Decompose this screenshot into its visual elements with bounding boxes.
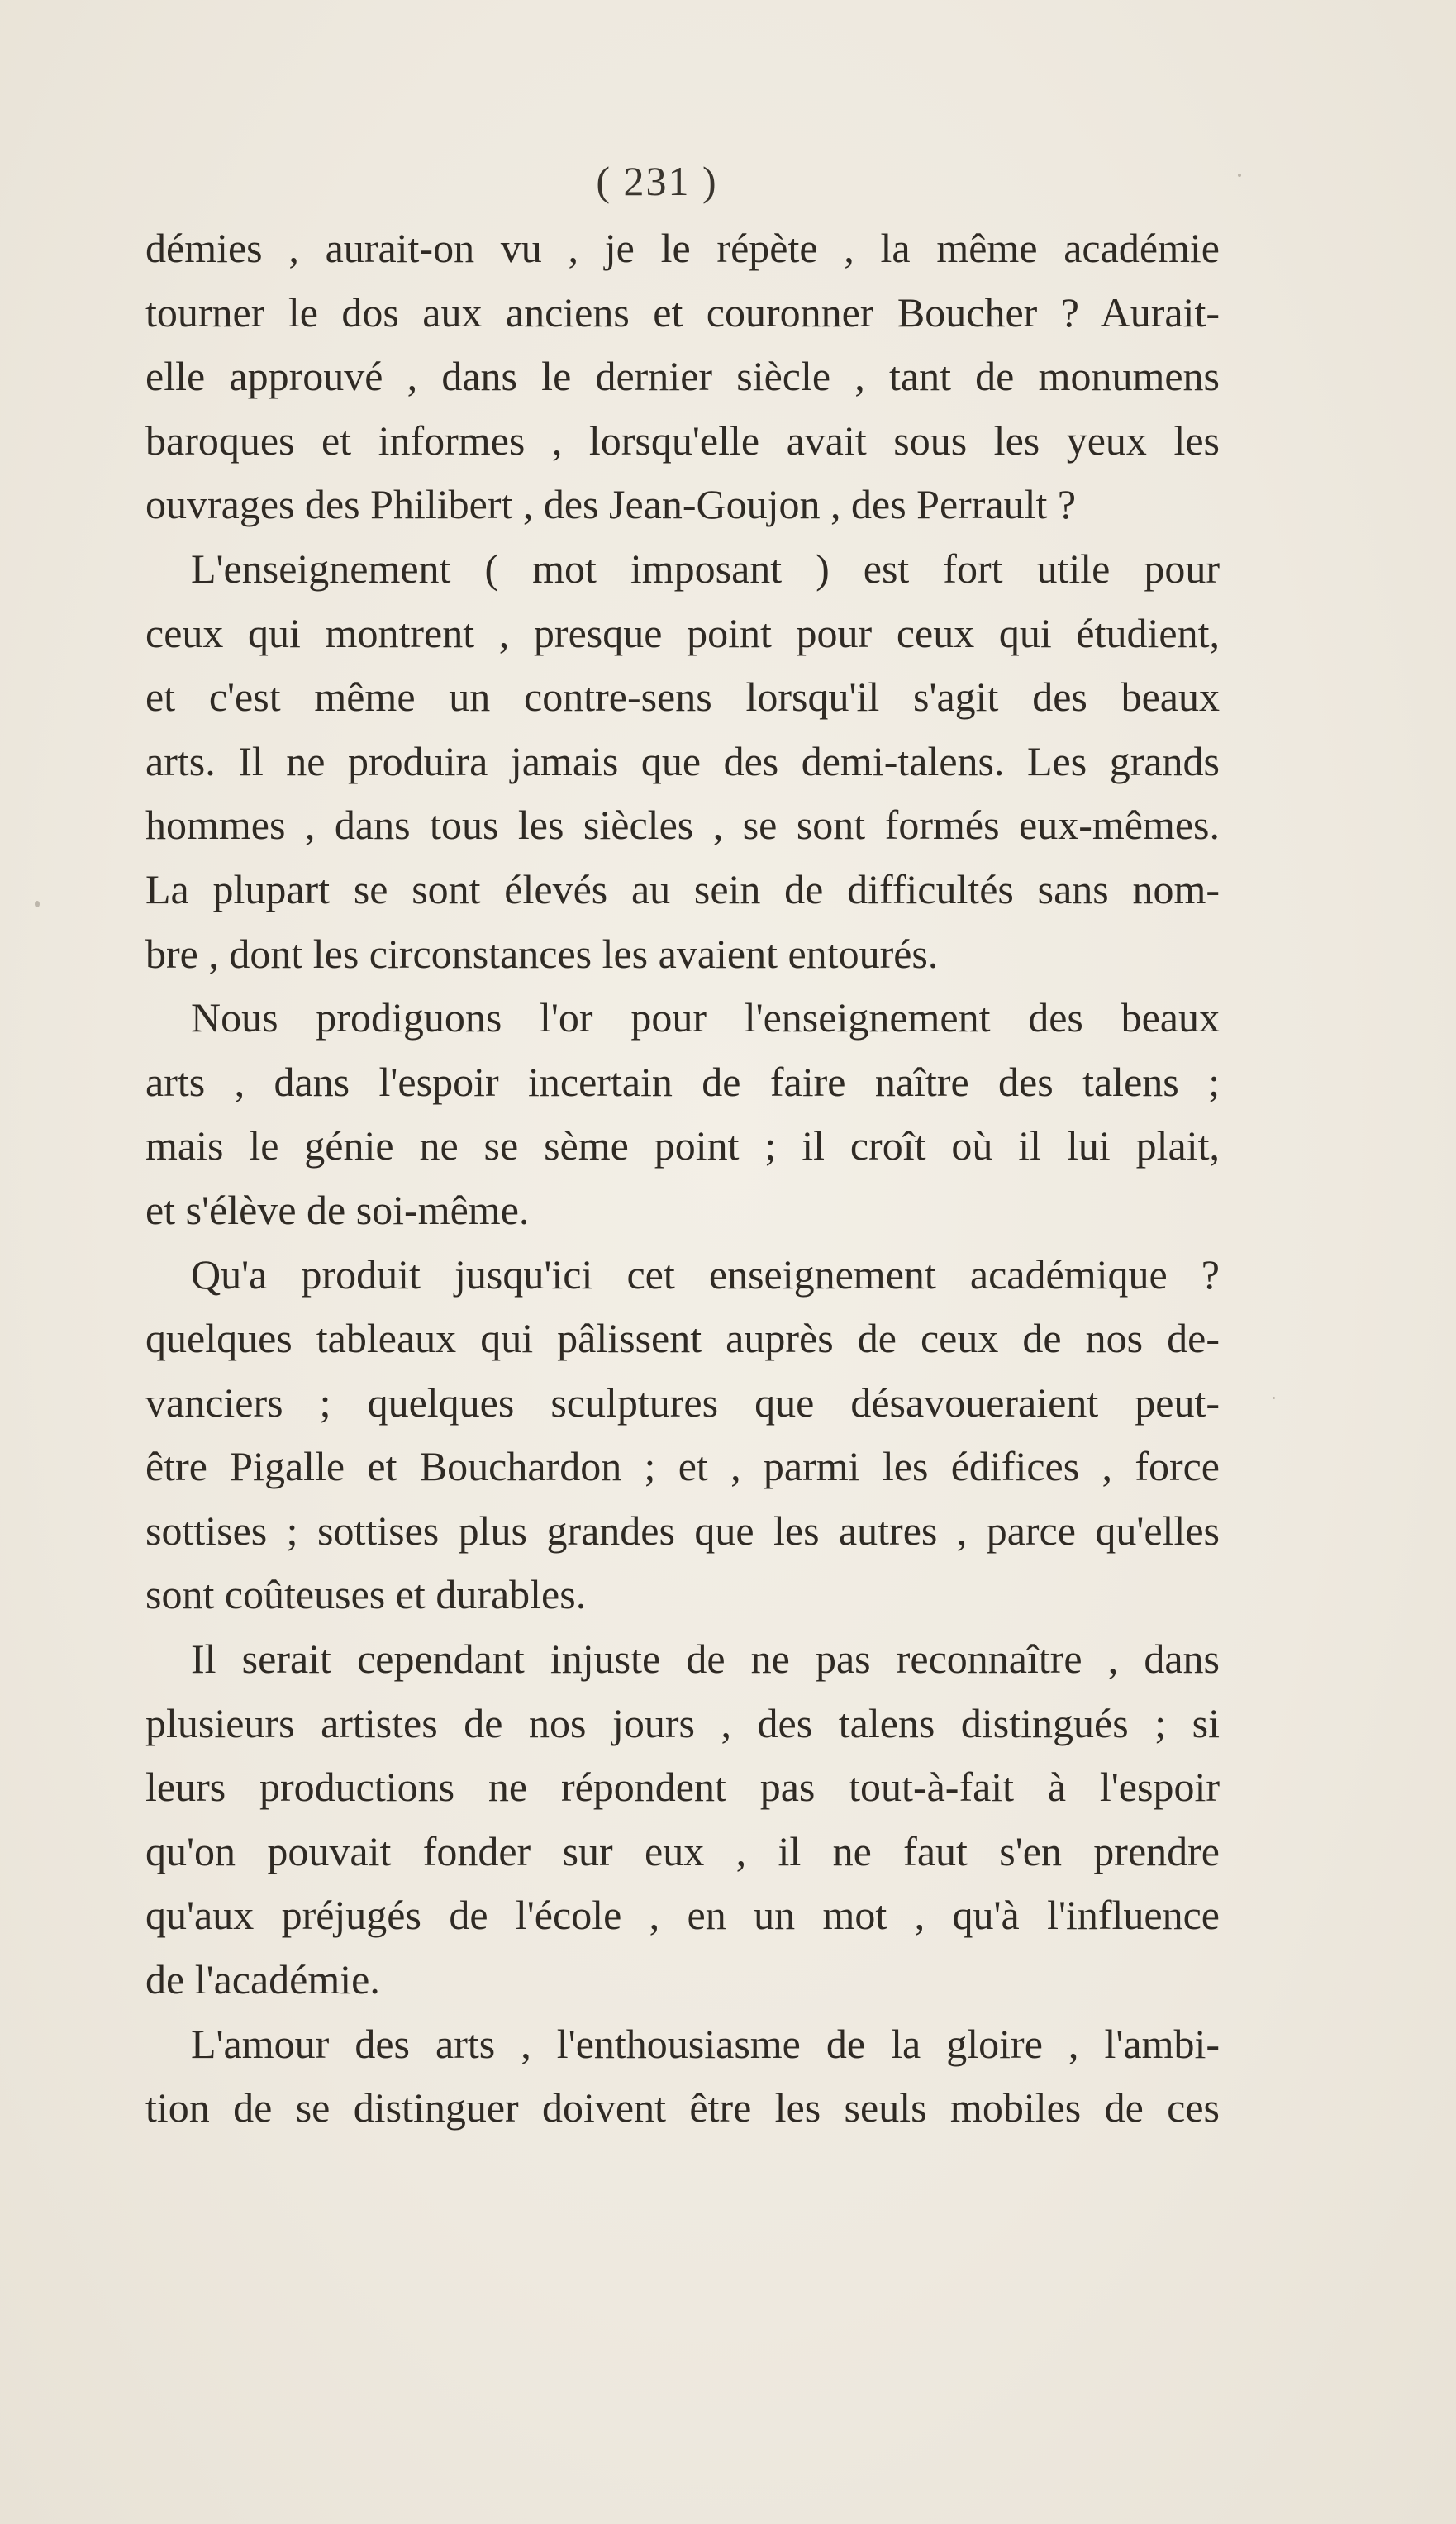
paragraph-start-line: Qu'a produit jusqu'ici cet enseignement académique ? (191, 1250, 1220, 1298)
text-line: bre , dont les circonstances les avaient entourés. (145, 930, 939, 977)
text-line: arts , dans l'espoir incertain de faire naître des talens ; (145, 1058, 1220, 1105)
paragraph-start-line: Il serait cependant injuste de ne pas reconnaître , dans (191, 1636, 1220, 1683)
page-number: ( 231 ) (596, 158, 718, 204)
text-line: sont coûteuses et durables. (145, 1571, 587, 1618)
paper-speck (1273, 1397, 1275, 1399)
text-line: plusieurs artistes de nos jours , des talens distingués ; si (145, 1699, 1220, 1746)
text-line: et s'élève de soi-même. (145, 1186, 530, 1233)
text-line: sottises ; sottises plus grandes que les autres , parce qu'elles (145, 1507, 1220, 1554)
text-line: tion de se distinguer doivent être les seuls mobiles de ces (145, 2084, 1220, 2131)
text-line: qu'on pouvait fonder sur eux , il ne faut s'en prendre (145, 1827, 1220, 1874)
text-line: baroques et informes , lorsqu'elle avait sous les yeux les (145, 417, 1220, 464)
text-line: leurs productions ne répondent pas tout-à-fait à l'espoir (145, 1764, 1220, 1811)
body-text (145, 217, 1220, 2141)
text-line: et c'est même un contre-sens lorsqu'il s'agit des beaux (145, 674, 1220, 721)
paragraph-start-line: L'enseignement ( mot imposant ) est fort utile pour (191, 545, 1220, 592)
paragraph-start-line: Nous prodiguons l'or pour l'enseignement des beaux (191, 994, 1220, 1041)
text-line: La plupart se sont élevés au sein de difficultés sans nom- (145, 865, 1220, 912)
text-line: mais le génie ne se sème point ; il croît où il lui plait, (145, 1122, 1220, 1169)
text-line: elle approuvé , dans le dernier siècle , tant de monumens (145, 353, 1220, 400)
paragraph-start-line: L'amour des arts , l'enthousiasme de la gloire , l'ambi- (191, 2020, 1220, 2067)
text-line: ouvrages des Philibert , des Jean-Goujon , des Perrault ? (145, 481, 1077, 528)
text-line: hommes , dans tous les siècles , se sont formés eux-mêmes. (145, 802, 1220, 849)
paper-speck (1238, 174, 1241, 177)
text-line: être Pigalle et Bouchardon ; et , parmi les édifices , force (145, 1443, 1220, 1490)
text-line: quelques tableaux qui pâlissent auprès de ceux de nos de- (145, 1315, 1220, 1362)
text-line: qu'aux préjugés de l'école , en un mot , qu'à l'influence (145, 1892, 1220, 1939)
text-line: ceux qui montrent , presque point pour ceux qui étudient, (145, 609, 1220, 656)
text-line: tourner le dos aux anciens et couronner Boucher ? Aurait- (145, 288, 1220, 336)
text-line: de l'académie. (145, 1956, 380, 2003)
text-line: démies , aurait-on vu , je le répète , la même académie (145, 225, 1220, 271)
paper-speck (35, 901, 40, 907)
text-line: arts. Il ne produira jamais que des demi-talens. Les grands (145, 737, 1220, 784)
text-line: vanciers ; quelques sculptures que désavoueraient peut- (145, 1379, 1220, 1426)
